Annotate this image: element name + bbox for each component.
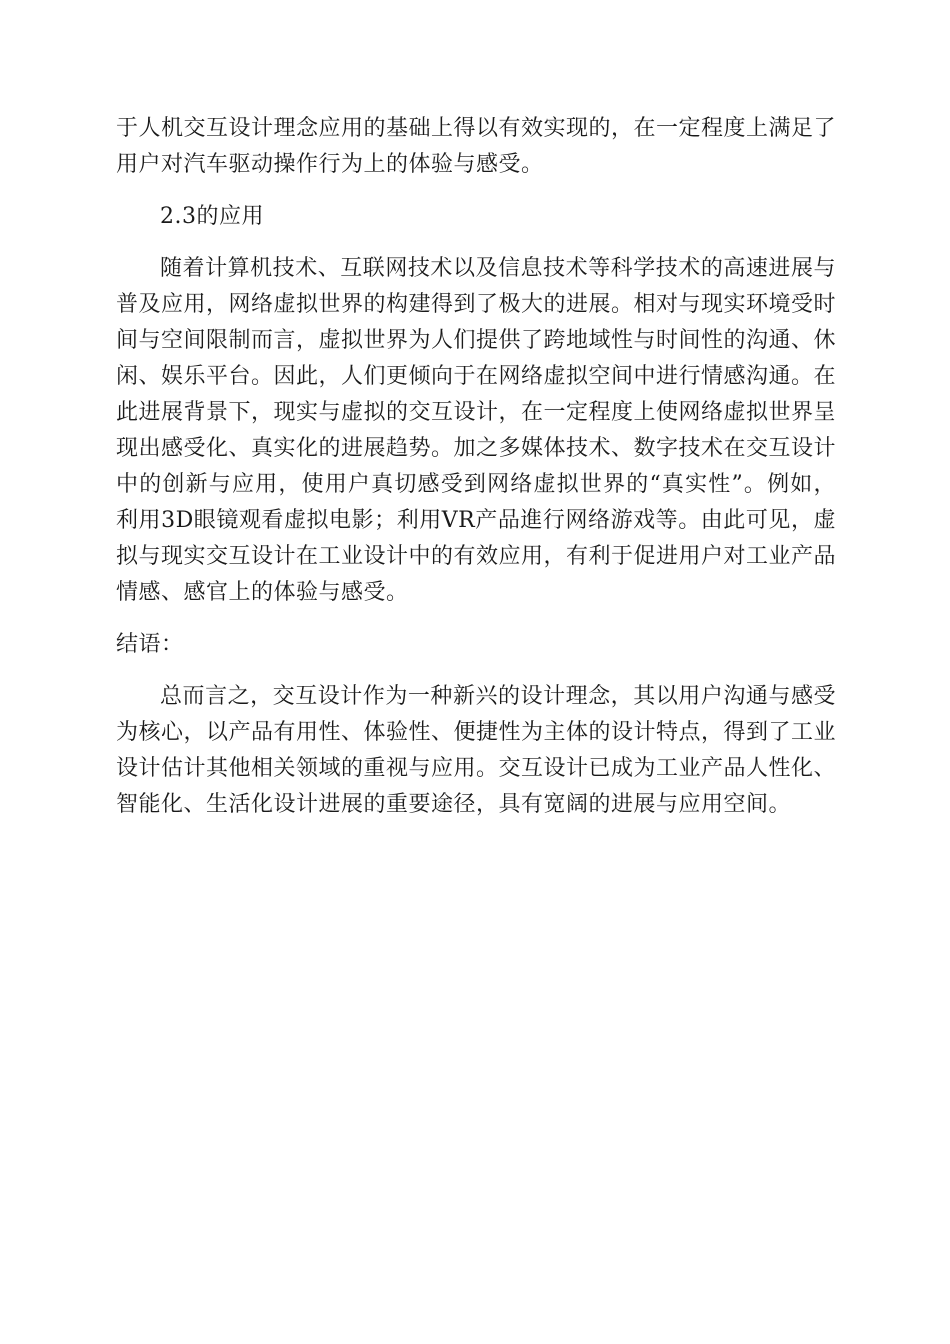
paragraph-virtual-reality: 随着计算机技术、互联网技术以及信息技术等科学技术的高速进展与普及应用，网络虚拟世界的构建得到了极大的进展。相对与现实环境受时间与空间限制而言，虚拟世界为人们提供了跨地域性与时间性的沟通、休闲、娱乐平台。因此，人们更倾向于在网络虚拟空间中进行情感沟通。在此进展背景下，现实与虚拟的交互设计，在一定程度上使网络虚拟世界呈现出感受化、真实化的进展趋势。加之多媒体技术、数字技术在交互设计中的创新与应用，使用户真切感受到网络虚拟世界的“真实性”。例如，利用3D眼镜观看虚拟电影；利用VR产品進行网络游戏等。由此可见，虚拟与现实交互设计在工业设计中的有效应用，有利于促进用户对工业产品情感、感官上的体验与感受。 bbox=[116, 256, 837, 605]
paragraph-continuation: 于人机交互设计理念应用的基础上得以有效实现的，在一定程度上满足了用户对汽车驱动操作行为上的体验与感受。 bbox=[116, 116, 837, 177]
document-body bbox=[116, 111, 836, 823]
conclusion-heading: 结语： bbox=[116, 632, 184, 657]
section-heading-2-3: 2.3的应用 bbox=[160, 204, 264, 229]
paragraph-conclusion: 总而言之，交互设计作为一种新兴的设计理念，其以用户沟通与感受为核心，以产品有用性、体验性、便捷性为主体的设计特点，得到了工业设计估计其他相关领域的重视与应用。交互设计已成为工业产品人性化、智能化、生活化设计进展的重要途径，具有宽阔的进展与应用空间。 bbox=[116, 684, 837, 817]
